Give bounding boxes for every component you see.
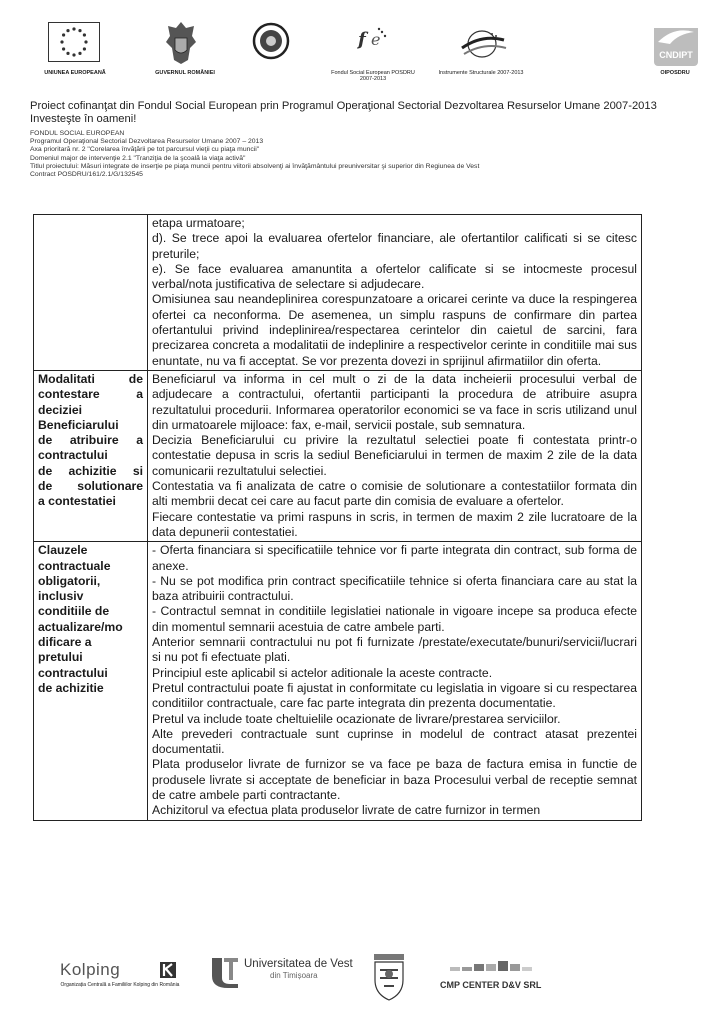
label-line: de achizitie si [38,463,143,478]
cndipt-badge-text: CNDIPT [659,50,693,60]
cmp-logo [440,958,580,1002]
paragraph: - Oferta financiara si specificatiile tehnice vor fi parte integrata din contract, sub forma de anexe. [152,543,637,573]
svg-text:f: f [358,29,366,50]
label-line: contestare a [38,387,143,402]
info-line: Axa prioritară nr. 2 "Corelarea învăţării pe tot parcursul vieţii cu piaţa muncii" [30,146,260,154]
table-row [34,370,642,541]
paragraph: Beneficiarul va informa in cel mult o zi de la data incheierii procesului verbal de adjudecare a contractului, ofertantii participanti la procedura de atribuire asupra rezultatului procedurii. Informarea operatorilor economici se va face in scris utilizand unul din urmatoarele mijloace: fax, e-mail, servicii postale, sub semnatura. [152,371,637,432]
info-line: Programul Operaţional Sectorial Dezvoltarea Resurselor Umane 2007 – 2013 [30,138,264,146]
label-line: de achizitie [38,680,104,695]
paragraph: Contestatia va fi analizata de catre o comisie de solutionare a contestatiilor formata din alti membrii decat cei care au facut parte din comisia de evaluare a ofertelor. [152,479,637,509]
label-line: inclusiv [38,589,84,604]
uvt-city: din Timișoara [270,971,318,980]
project-cofinancing [30,100,690,126]
uvt-name: Universitatea de Vest [244,958,353,970]
label-line: de atribuire a [38,433,143,448]
label-line: deciziei [38,402,83,417]
cndipt-badge [654,28,698,66]
paragraph: Pretul contractului poate fi ajustat in conformitate cu legislatia in vigoare si cu respectarea conditiilor contractuale, care fac parte integrata din prezenta documentatie. [152,680,637,711]
cmp-pixels-icon [450,958,540,974]
label-line: Modalitati de [38,371,143,386]
paragraph: Fiecare contestatie va primi raspuns in scris, in termen de maxim 2 zile lucratoare de la data depunerii contestatiei. [152,509,637,539]
paragraph: etapa urmatoare; [152,216,245,230]
program-info [30,130,590,179]
row-label-cell [34,542,148,820]
table-row [34,215,642,371]
label-line: contractuale [38,558,111,573]
label-line: a contestatiei [38,494,116,509]
crest-icon [372,952,406,1002]
romania-coat-of-arms-icon [164,20,198,66]
kolping-k-icon [160,962,176,978]
row-label-cell [34,370,148,541]
row-body-cell [148,542,642,820]
info-line: Domeniul major de intervenţie 2.1 "Tranziţia de la şcoală la viaţa activă" [30,154,246,162]
paragraph: Alte prevederi contractuale sunt cuprinse in modelul de contract atasat prezentei documentatii. [152,726,637,757]
info-line: Contract POSDRU/161/2.1/G/132545 [30,171,143,179]
logo-label-fse: Fondul Social European POSDRU 2007-2013 [331,70,415,83]
footer-logos [0,950,724,1024]
eu-flag-icon [48,22,100,62]
paragraph: Decizia Beneficiarului cu privire la rezultatul selectiei poate fi contestata printr-o contestatie depusa in scris la sediul Beneficiarului in termen de maxim 2 zile de la data comunicarii rezultatului selectiei. [152,433,637,478]
procedure-table [33,214,642,821]
paragraph: Omisiunea sau neandeplinirea corespunzatoare a oricarei cerinte va duce la respingerea ofertei ca neconforma. De asemenea, un simplu raspuns de confirmare din partea ofertantului privind indeplinirea/respectarea cerintelor din caietul de sarcini, fara precizarea concreta a modalitatii de indeplinire a respectivelor cerinte in conditiile mai sus enuntate, nu va fi acceptat. Se vor prezenta dovezi in sprijinul afirmatiilor din oferta. [152,292,637,368]
fse-logo-icon [354,24,390,54]
label-line: Clauzele [38,543,88,558]
paragraph: Anterior semnarii contractului nu pot fi furnizate /prestate/executate/bunuri/servicii/lucrari si nu pot fi efectuate plati. [152,635,637,665]
paragraph: Pretul va include toate cheltuielile ocazionate de livrare/prestarea serviciilor. [152,711,561,726]
label-line: conditiile de [38,604,110,619]
paragraph: - Contractul semnat in conditiile legislatiei nationale in vigoare incepe sa produca efecte din momentul semnarii acestuia de catre ambele parti. [152,604,637,634]
table-row [34,542,642,820]
header-logos [0,0,724,90]
kolping-logo [60,960,190,1004]
kolping-subtitle: Organizația Centrală a Familiilor Kolping din România [60,982,180,988]
paragraph: Achizitorul va efectua plata produselor livrate de catre furnizor in termen [152,803,541,818]
row-body-cell [148,215,642,371]
paragraph: - Nu se pot modifica prin contract specificatiile tehnice si oferta financiara care au stat la baza atribuirii contractului. [152,573,637,604]
structural-instruments-icon [456,26,510,62]
logo-label-is: Instrumente Structurale 2007-2013 [438,70,524,76]
row-body-cell [148,370,642,541]
label-line: contractului [38,448,108,463]
row-label-cell [34,215,148,371]
logo-label-gov: GUVERNUL ROMÂNIEI [155,70,215,76]
label-line: actualizare/mo [38,619,123,634]
label-line: contractului [38,665,108,680]
seal-icon [252,22,290,60]
label-line: obligatorii, [38,573,101,588]
label-line: de solutionare [38,479,143,494]
info-line: FONDUL SOCIAL EUROPEAN [30,130,125,137]
cmp-name: CMP CENTER D&V SRL [440,980,542,990]
label-line: dificare a [38,635,92,650]
logo-label-oiposdru: OIPOSDRU [660,70,690,76]
project-line-1: Proiect cofinanţat din Fondul Social European prin Programul Operaţional Sectorial Dezvoltarea Resurselor Umane 2007-2013 [30,100,657,112]
label-line: pretului [38,650,83,665]
logo-label-eu: UNIUNEA EUROPEANĂ [44,70,106,76]
label-line: Beneficiarului [38,417,119,432]
cndipt-wing-icon [654,28,698,46]
info-line: Titlul proiectului: Măsuri integrate de inserţie pe piaţa muncii pentru viitorii absolvenţi ai învăţământului preuniversitar şi superior din Regiunea de Vest [30,162,480,170]
paragraph: e). Se face evaluarea amanuntita a ofertelor calificate si se intocmeste procesul verbal/nota justificativa de selectare si adjudecare. [152,261,637,292]
paragraph: Plata produselor livrate de furnizor se va face pe baza de factura emisa in functie de produsele livrate si acceptate de beneficiar in baza Procesului verbal de receptie semnat de catre ambele parti contractante. [152,757,637,802]
project-line-2: Investeşte în oameni! [30,113,137,125]
uvt-emblem-icon [210,956,240,988]
paragraph: Principiul este aplicabil si actelor aditionale la aceste contracte. [152,665,493,680]
uvt-logo [210,956,353,1000]
paragraph: d). Se trece apoi la evaluarea ofertelor financiare, ale ofertantilor calificati si se citesc preturile; [152,231,637,261]
svg-text:e: e [371,30,381,49]
kolping-wordmark: Kolping [60,960,121,979]
